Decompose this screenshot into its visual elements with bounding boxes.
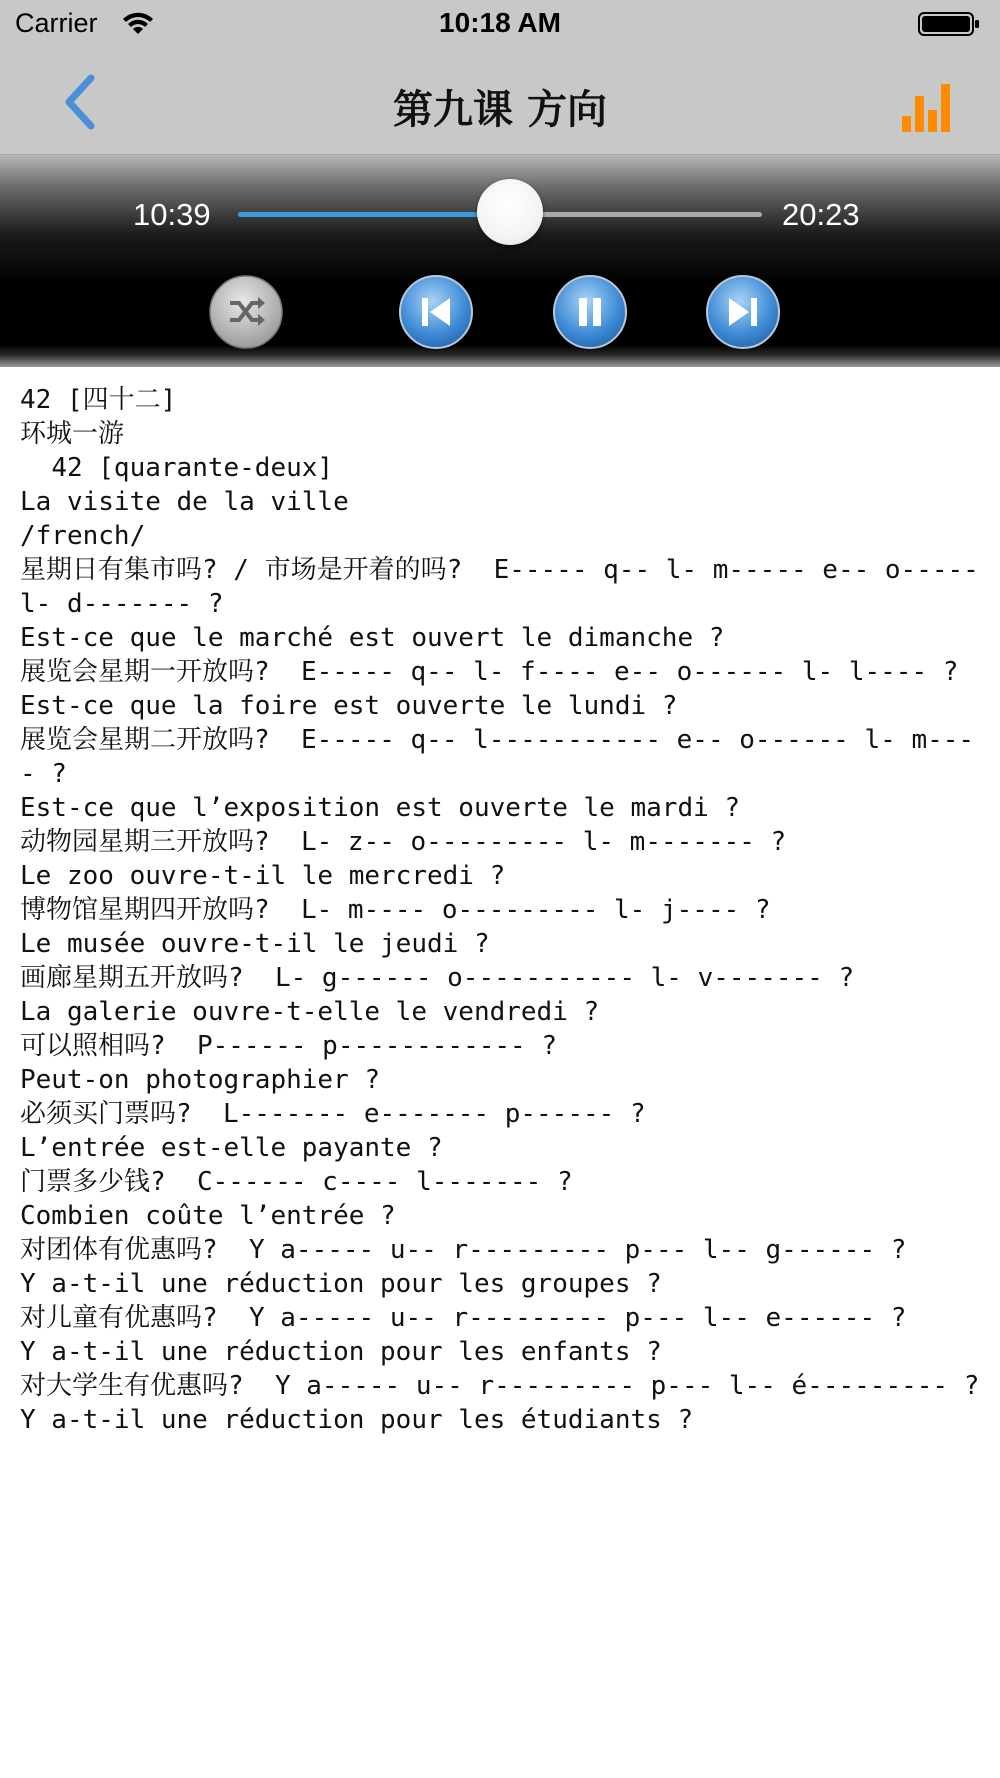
lesson-line: Est-ce que la foire est ouverte le lundi ?: [20, 691, 678, 721]
lesson-line: 画廊星期五开放吗? L- g------ o----------- l- v------- ?: [20, 963, 855, 993]
total-time: 20:23: [782, 197, 860, 232]
lesson-line: 42 [quarante-deux]: [20, 453, 334, 483]
equalizer-button[interactable]: [902, 80, 960, 132]
lesson-line: /french/: [20, 521, 146, 551]
lesson-line: 可以照相吗? P------ p------------ ?: [20, 1031, 557, 1061]
lesson-line: Y a-t-il une réduction pour les enfants ?: [20, 1337, 662, 1367]
nav-bar: [0, 50, 1000, 155]
lesson-text: [20, 383, 995, 1437]
lesson-line: L’entrée est-elle payante ?: [20, 1133, 443, 1163]
lesson-line: Est-ce que le marché est ouvert le dimanche ?: [20, 623, 725, 653]
elapsed-time: 10:39: [133, 197, 211, 232]
lesson-line: 星期日有集市吗? / 市场是开着的吗? E----- q-- l- m----- e-- o----- l- d------- ?: [20, 555, 995, 619]
lesson-line: 博物馆星期四开放吗? L- m---- o--------- l- j---- ?: [20, 895, 771, 925]
progress-fill: [238, 212, 510, 217]
pause-button[interactable]: [552, 274, 628, 350]
lesson-line: Est-ce que l’exposition est ouverte le mardi ?: [20, 793, 741, 823]
lesson-line: Y a-t-il une réduction pour les groupes ?: [20, 1269, 662, 1299]
shuffle-icon: [208, 274, 284, 350]
audio-player: [0, 155, 1000, 367]
pause-icon: [552, 274, 628, 350]
carrier-label: Carrier: [15, 8, 98, 38]
status-bar: [0, 0, 1000, 50]
page-title: 第九课 方向: [393, 87, 607, 133]
lesson-line: La galerie ouvre-t-elle le vendredi ?: [20, 997, 600, 1027]
lesson-line: La visite de la ville: [20, 487, 349, 517]
lesson-line: 必须买门票吗? L------- e------- p------ ?: [20, 1099, 646, 1129]
lesson-line: Peut-on photographier ?: [20, 1065, 381, 1095]
lesson-line: 对儿童有优惠吗? Y a----- u-- r--------- p--- l-- e------ ?: [20, 1303, 907, 1333]
status-time: 10:18 AM: [439, 7, 561, 38]
shuffle-button[interactable]: [208, 274, 284, 350]
battery-icon: [918, 12, 980, 36]
previous-icon: [398, 274, 474, 350]
lesson-line: Le zoo ouvre-t-il le mercredi ?: [20, 861, 506, 891]
progress-thumb[interactable]: [477, 179, 543, 245]
next-icon: [705, 274, 781, 350]
lesson-line: 展览会星期二开放吗? E----- q-- l----------- e-- o------ l- m---- ?: [20, 725, 975, 789]
lesson-line: 对团体有优惠吗? Y a----- u-- r--------- p--- l-- g------ ?: [20, 1235, 907, 1265]
lesson-line: 42 [四十二]: [20, 385, 177, 415]
lesson-line: 门票多少钱? C------ c---- l------- ?: [20, 1167, 573, 1197]
lesson-line: 展览会星期一开放吗? E----- q-- l- f---- e-- o------ l- l---- ?: [20, 657, 959, 687]
lesson-line: 动物园星期三开放吗? L- z-- o--------- l- m------- ?: [20, 827, 787, 857]
lesson-line: 环城一游: [20, 419, 125, 449]
equalizer-icon: [902, 84, 950, 132]
previous-button[interactable]: [398, 274, 474, 350]
lesson-line: Combien coûte l’entrée ?: [20, 1201, 396, 1231]
lesson-line: 对大学生有优惠吗? Y a----- u-- r--------- p--- l-- é--------- ?: [20, 1371, 980, 1401]
lesson-line: Le musée ouvre-t-il le jeudi ?: [20, 929, 490, 959]
lesson-line: Y a-t-il une réduction pour les étudiants ?: [20, 1405, 694, 1435]
next-button[interactable]: [705, 274, 781, 350]
